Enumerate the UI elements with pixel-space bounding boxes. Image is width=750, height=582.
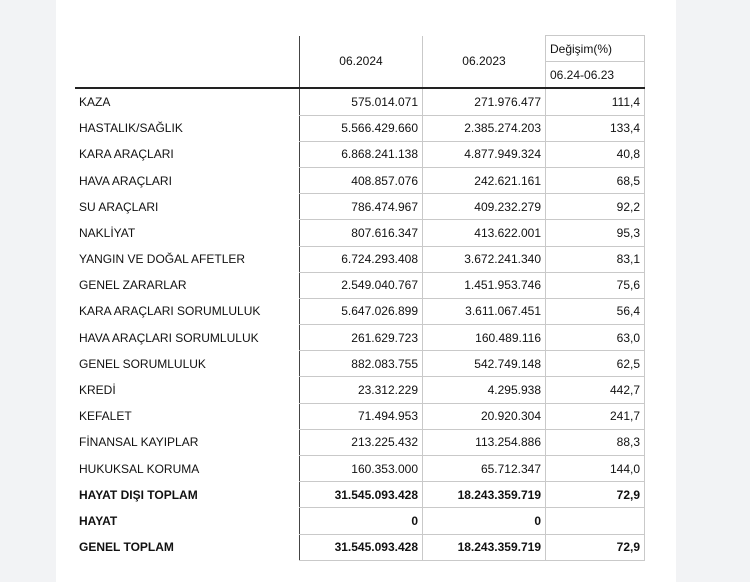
table-row — [75, 325, 645, 351]
header-row-top — [75, 36, 645, 62]
table-body — [75, 36, 645, 561]
row-label: GENEL TOPLAM — [79, 540, 174, 555]
change-percent: 111,4 — [546, 88, 645, 115]
table-row — [75, 115, 645, 141]
value-2024: 2.549.040.767 — [300, 272, 423, 298]
row-label: HAVA ARAÇLARI SORUMLULUK — [79, 330, 259, 345]
change-percent: 40,8 — [546, 141, 645, 167]
value-2023: 18.243.359.719 — [423, 482, 546, 508]
change-percent: 63,0 — [546, 325, 645, 351]
change-percent: 83,1 — [546, 246, 645, 272]
table-row — [75, 167, 645, 193]
row-label: HAYAT — [79, 513, 118, 528]
header-blank-cell — [75, 36, 300, 89]
table-row — [75, 534, 645, 560]
change-percent: 68,5 — [546, 167, 645, 193]
change-percent: 56,4 — [546, 298, 645, 324]
table-row — [75, 456, 645, 482]
value-2023: 18.243.359.719 — [423, 534, 546, 560]
row-label: HAVA ARAÇLARI — [79, 173, 172, 188]
table-row — [75, 272, 645, 298]
value-2024: 575.014.071 — [300, 88, 423, 115]
value-2023: 542.749.148 — [423, 351, 546, 377]
value-2024: 408.857.076 — [300, 167, 423, 193]
value-2024: 0 — [300, 508, 423, 534]
table-row — [75, 88, 645, 115]
value-2024: 807.616.347 — [300, 220, 423, 246]
table-row — [75, 194, 645, 220]
row-label: KEFALET — [79, 409, 132, 424]
change-percent: 95,3 — [546, 220, 645, 246]
value-2024: 6.868.241.138 — [300, 141, 423, 167]
change-percent: 133,4 — [546, 115, 645, 141]
value-2023: 2.385.274.203 — [423, 115, 546, 141]
value-2023: 4.877.949.324 — [423, 141, 546, 167]
table-row — [75, 403, 645, 429]
value-2024: 5.647.026.899 — [300, 298, 423, 324]
change-percent: 92,2 — [546, 194, 645, 220]
table-row — [75, 141, 645, 167]
header-2024: 06.2024 — [300, 36, 423, 89]
value-2024: 261.629.723 — [300, 325, 423, 351]
row-label: SU ARAÇLARI — [79, 199, 159, 214]
value-2024: 5.566.429.660 — [300, 115, 423, 141]
table-row — [75, 351, 645, 377]
change-percent: 75,6 — [546, 272, 645, 298]
table-row — [75, 246, 645, 272]
header-change-title: Değişim(%) — [546, 36, 645, 62]
table-row — [75, 508, 645, 534]
value-2023: 242.621.161 — [423, 167, 546, 193]
value-2023: 409.232.279 — [423, 194, 546, 220]
value-2024: 160.353.000 — [300, 456, 423, 482]
value-2023: 413.622.001 — [423, 220, 546, 246]
value-2023: 113.254.886 — [423, 429, 546, 455]
value-2023: 271.976.477 — [423, 88, 546, 115]
value-2023: 0 — [423, 508, 546, 534]
value-2023: 1.451.953.746 — [423, 272, 546, 298]
table-row — [75, 429, 645, 455]
value-2023: 65.712.347 — [423, 456, 546, 482]
change-percent: 72,9 — [546, 482, 645, 508]
header-change-period: 06.24-06.23 — [546, 62, 645, 89]
value-2024: 6.724.293.408 — [300, 246, 423, 272]
value-2023: 20.920.304 — [423, 403, 546, 429]
change-percent: 72,9 — [546, 534, 645, 560]
row-label: KREDİ — [79, 383, 116, 398]
table-row — [75, 298, 645, 324]
row-label: HAYAT DIŞI TOPLAM — [79, 487, 198, 502]
row-label: GENEL ZARARLAR — [79, 278, 187, 293]
table-row — [75, 377, 645, 403]
value-2023: 4.295.938 — [423, 377, 546, 403]
row-label: KARA ARAÇLARI — [79, 147, 174, 162]
value-2024: 71.494.953 — [300, 403, 423, 429]
change-percent: 88,3 — [546, 429, 645, 455]
row-label: HUKUKSAL KORUMA — [79, 461, 200, 476]
value-2024: 213.225.432 — [300, 429, 423, 455]
insurance-premium-table — [75, 35, 645, 561]
value-2024: 786.474.967 — [300, 194, 423, 220]
value-2024: 31.545.093.428 — [300, 534, 423, 560]
change-percent: 62,5 — [546, 351, 645, 377]
row-label: GENEL SORUMLULUK — [79, 356, 206, 371]
change-percent: 442,7 — [546, 377, 645, 403]
row-label: YANGIN VE DOĞAL AFETLER — [79, 252, 246, 267]
table-row — [75, 220, 645, 246]
value-2024: 23.312.229 — [300, 377, 423, 403]
row-label: KARA ARAÇLARI SORUMLULUK — [79, 304, 261, 319]
row-label: NAKLİYAT — [79, 225, 136, 240]
change-percent: 144,0 — [546, 456, 645, 482]
value-2023: 3.672.241.340 — [423, 246, 546, 272]
value-2023: 160.489.116 — [423, 325, 546, 351]
value-2023: 3.611.067.451 — [423, 298, 546, 324]
table-row — [75, 482, 645, 508]
row-label: FİNANSAL KAYIPLAR — [79, 435, 199, 450]
row-label: HASTALIK/SAĞLIK — [79, 121, 183, 136]
value-2024: 882.083.755 — [300, 351, 423, 377]
value-2024: 31.545.093.428 — [300, 482, 423, 508]
row-label: KAZA — [79, 95, 111, 110]
change-percent — [546, 508, 645, 534]
change-percent: 241,7 — [546, 403, 645, 429]
header-2023: 06.2023 — [423, 36, 546, 89]
